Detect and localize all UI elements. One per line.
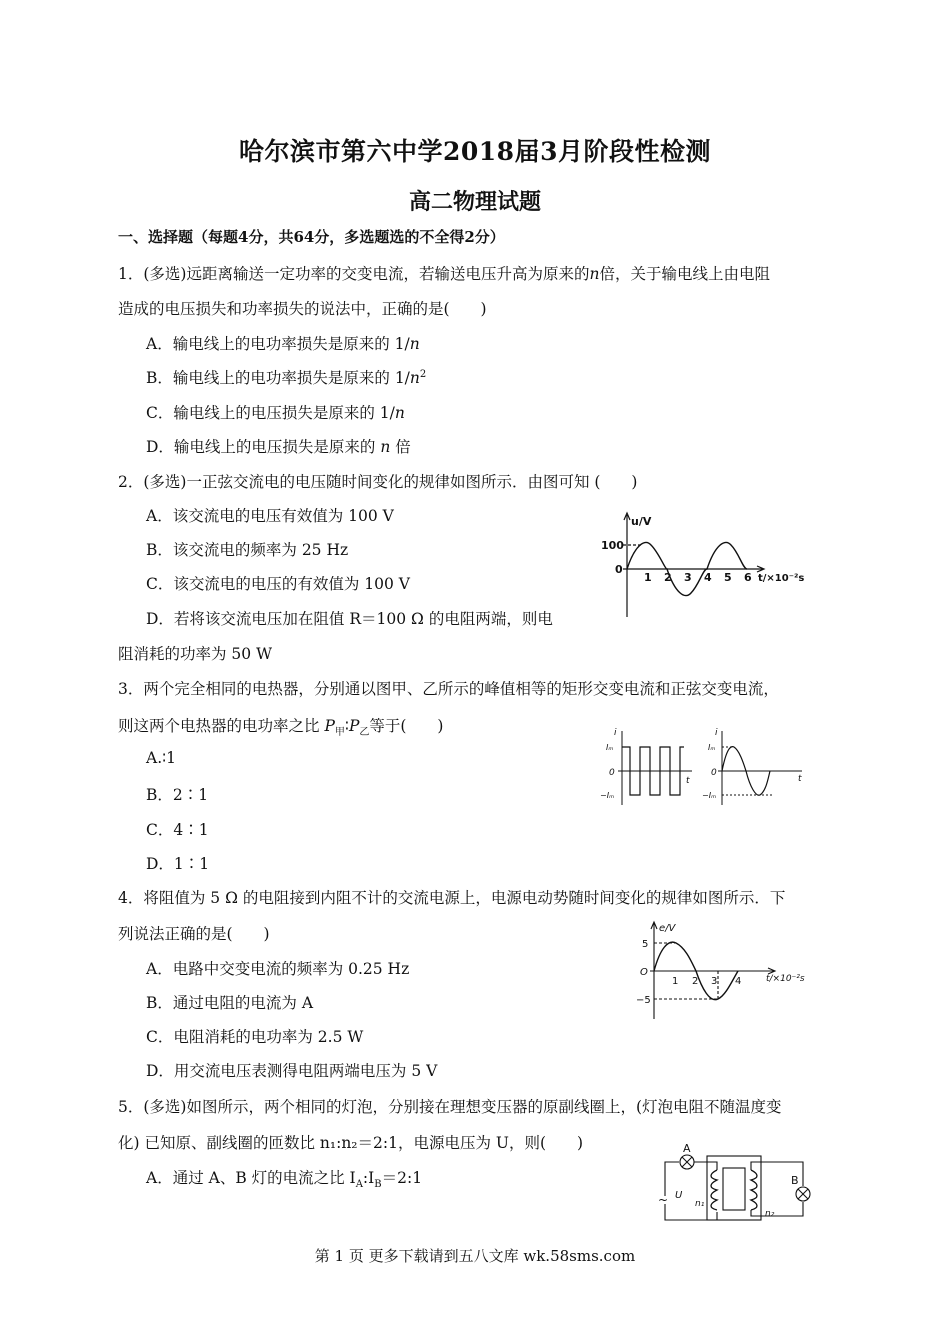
q5-label-n1: n₁	[695, 1199, 705, 1209]
q3-graphs	[600, 725, 815, 810]
q2-voltage-graph	[595, 505, 815, 625]
q4-xtick-1: 1	[672, 976, 679, 987]
q2-option-a: A．该交流电的电压有效值为 100 V	[146, 507, 394, 525]
q3-left-origin: 0	[609, 768, 615, 778]
q4-option-c: C．电阻消耗的电功率为 2.5 W	[146, 1028, 364, 1046]
q2-xtick-4: 4	[704, 571, 712, 584]
q2-option-d: D．若将该交流电压加在阻值 R＝100 Ω 的电阻两端，则电	[146, 610, 553, 628]
q3-stem-line1: 3．两个完全相同的电热器，分别通以图甲、乙所示的峰值相等的矩形交变电流和正弦交变电流，	[118, 680, 779, 698]
q3-option-b: B．2∶1	[146, 786, 209, 804]
q3-option-d: D．1∶1	[146, 855, 210, 873]
q5-stem-line2: 化) 已知原、副线圈的匝数比 n₁:n₂＝2:1，电源电压为 U，则( )	[118, 1134, 584, 1152]
q4-option-d: D．用交流电压表测得电阻两端电压为 5 V	[146, 1062, 438, 1080]
page-subtitle: 高二物理试题	[408, 189, 541, 215]
q4-xlabel: t/×10⁻²s	[766, 974, 805, 984]
q5-core-inner	[723, 1168, 745, 1210]
q5-label-b: B	[791, 1174, 799, 1187]
q5-ac-symbol: ~	[658, 1193, 669, 1207]
q4-ytick-neg: −5	[636, 995, 651, 1006]
q2-xlabel: t/×10⁻²s	[758, 573, 805, 584]
q5-label-u: U	[675, 1190, 683, 1201]
q2-stem: 2．(多选)一正弦交流电的电压随时间变化的规律如图所示．由图可知 ( )	[118, 473, 638, 491]
q2-ylabel: u/V	[631, 515, 652, 528]
q5-secondary-coil	[751, 1170, 757, 1210]
q5-secondary-wire-bottom	[751, 1202, 803, 1216]
page-title: 哈尔滨市第六中学2018届3月阶段性检测	[239, 137, 711, 166]
page-footer: 第 1 页 更多下载请到五八文库 wk.58sms.com	[314, 1247, 636, 1265]
q4-stem-line1: 4．将阻值为 5 Ω 的电阻接到内阻不计的交流电源上，电源电动势随时间变化的规律如图所示．下	[118, 889, 786, 907]
q4-stem-line2: 列说法正确的是( )	[118, 925, 270, 943]
q2-origin: 0	[615, 563, 623, 576]
q4-origin: O	[640, 967, 648, 978]
q3-stem-line2: 则这两个电热器的电功率之比 $P_甲∶P_乙$等于( )	[118, 717, 444, 739]
q4-ytick-pos: 5	[642, 939, 649, 950]
q3-option-c: C．4∶1	[146, 821, 209, 839]
q1-option-b: B．输电线上的电功率损失是原来的 $1/n^2$	[146, 368, 427, 387]
q4-option-b: B．通过电阻的电流为 A	[146, 994, 314, 1012]
q1-option-a: A．输电线上的电功率损失是原来的 1/n	[146, 335, 420, 353]
q5-label-n2: n₂	[765, 1209, 775, 1219]
q3-right-xlabel: t	[798, 774, 802, 784]
q2-xtick-2: 2	[664, 571, 672, 584]
q3-left-xlabel: t	[686, 776, 690, 786]
q2-xtick-3: 3	[684, 571, 692, 584]
q2-xtick-5: 5	[724, 571, 732, 584]
q2-option-d-cont: 阻消耗的功率为 50 W	[118, 645, 273, 663]
q3-left-ylabel: i	[614, 728, 617, 738]
q5-primary-coil	[711, 1170, 717, 1210]
q5-primary-wire-top	[694, 1162, 717, 1170]
q5-option-a: A．通过 A、B 灯的电流之比 $I_A:I_B=2:1$	[146, 1169, 423, 1191]
q4-ylabel: e/V	[659, 923, 676, 934]
q2-option-b: B．该交流电的频率为 25 Hz	[146, 541, 349, 559]
q1-stem-line2: 造成的电压损失和功率损失的说法中，正确的是( )	[118, 300, 487, 318]
q2-xtick-6: 6	[744, 571, 752, 584]
q1-option-c: C．输电线上的电压损失是原来的 1/n	[146, 404, 405, 422]
q4-xtick-2: 2	[692, 976, 699, 987]
q5-primary-wire-bottom	[665, 1204, 717, 1220]
q3-left-im: Iₘ	[606, 743, 614, 752]
q4-option-a: A．电路中交变电流的频率为 0.25 Hz	[146, 960, 410, 978]
q1-stem-line1: 1．(多选)远距离输送一定功率的交变电流，若输送电压升高为原来的n倍，关于输电线上由电阻	[118, 265, 770, 283]
q5-label-a: A	[683, 1142, 691, 1155]
q3-right-im: Iₘ	[708, 743, 716, 752]
q2-option-c: C．该交流电的电压的有效值为 100 V	[146, 575, 410, 593]
q4-emf-graph	[630, 915, 830, 1025]
q5-transformer-circuit	[655, 1140, 815, 1225]
q2-ytick: 100	[601, 539, 624, 552]
q3-right-ylabel: i	[715, 728, 718, 738]
q4-xtick-3: 3	[711, 976, 718, 987]
q3-left-negim: −Iₘ	[600, 791, 615, 800]
q3-right-negim: −Iₘ	[702, 791, 717, 800]
q5-stem-line1: 5．(多选)如图所示，两个相同的灯泡，分别接在理想变压器的原副线圈上，(灯泡电阻不随温度变	[118, 1098, 782, 1116]
q4-xtick-4: 4	[735, 976, 742, 987]
q2-xtick-1: 1	[644, 571, 652, 584]
section-heading: 一、选择题（每题4分，共64分，多选题选的不全得2分）	[118, 228, 505, 246]
q3-option-a: A.∶1	[146, 749, 177, 767]
q1-option-d: D．输电线上的电压损失是原来的 n 倍	[146, 438, 411, 456]
q3-right-origin: 0	[711, 768, 717, 778]
